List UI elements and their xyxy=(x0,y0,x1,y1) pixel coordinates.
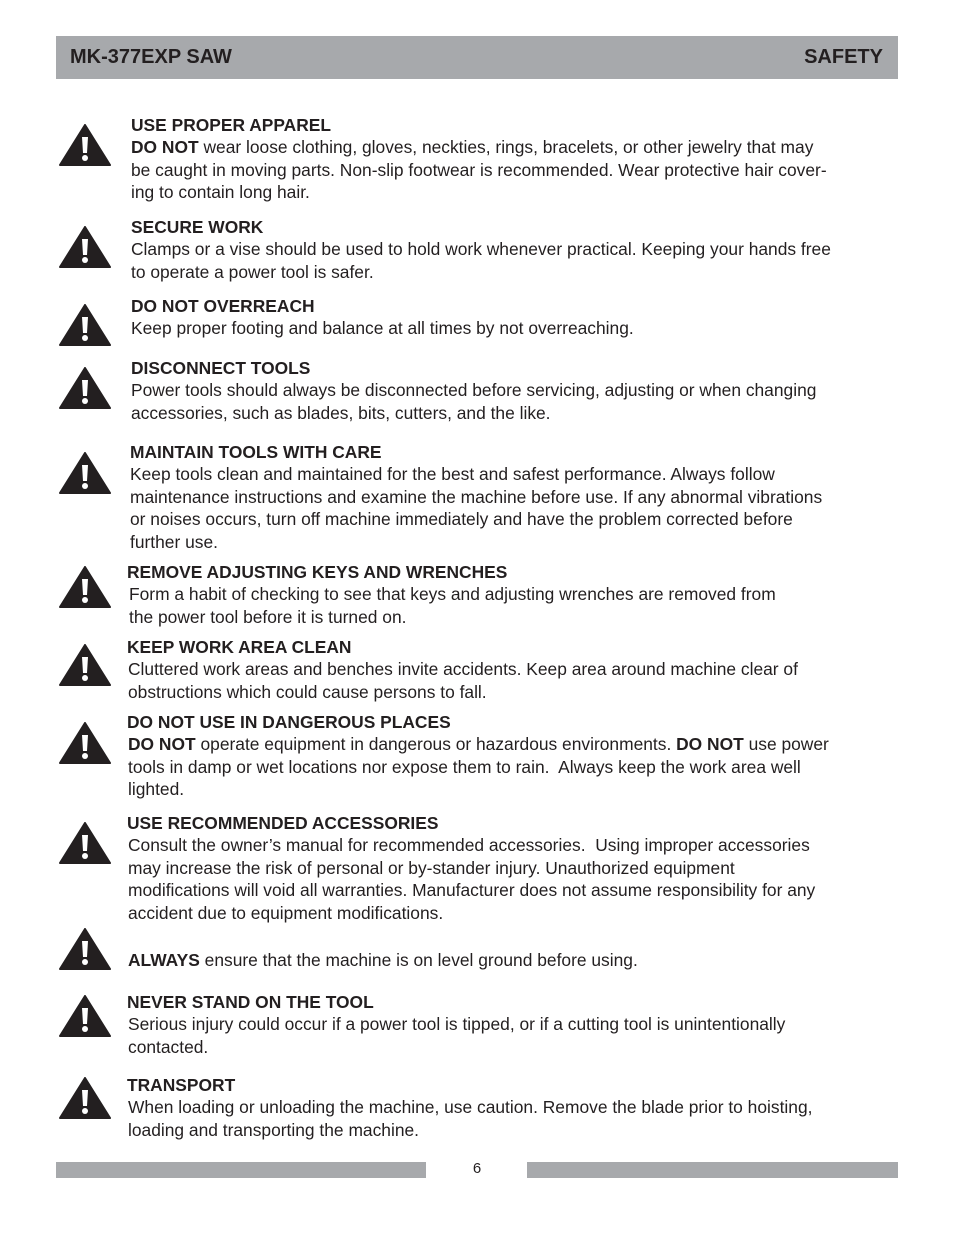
rule-body xyxy=(128,834,897,924)
rule-body xyxy=(128,658,897,703)
rule-line xyxy=(129,606,897,629)
rule-text: lighted. xyxy=(128,779,185,800)
warning-triangle-icon xyxy=(59,644,111,686)
rule-body xyxy=(129,583,897,628)
rule-body xyxy=(131,136,901,204)
rule-body xyxy=(128,733,897,801)
rule-title: REMOVE ADJUSTING KEYS AND WRENCHES xyxy=(127,562,508,582)
rule-title: USE RECOMMENDED ACCESSORIES xyxy=(127,813,439,833)
rule-body xyxy=(130,463,900,553)
rule-text: maintenance instructions and examine the machine before use. If any abnormal vibrations xyxy=(130,486,823,507)
rule-line xyxy=(128,756,897,779)
rule-line xyxy=(128,879,897,902)
warning-triangle-icon xyxy=(59,822,111,864)
warning-triangle-icon xyxy=(59,452,111,494)
rule-line xyxy=(128,658,897,681)
safety-rule xyxy=(131,295,901,340)
footer-bar-left xyxy=(56,1162,426,1178)
safety-rule xyxy=(127,711,897,801)
rule-text: may increase the risk of personal or by-stander injury. Unauthorized equipment xyxy=(128,857,735,878)
rule-text: the power tool before it is turned on. xyxy=(129,606,407,627)
rule-text: operate equipment in dangerous or hazardous environments. xyxy=(195,734,677,754)
warning-triangle-icon xyxy=(59,995,111,1037)
warning-triangle-icon xyxy=(59,124,111,166)
rule-line xyxy=(130,508,900,531)
rule-title: TRANSPORT xyxy=(127,1075,236,1095)
safety-rule xyxy=(127,991,897,1058)
rule-text: accident due to equipment modifications. xyxy=(128,902,444,923)
rule-title: MAINTAIN TOOLS WITH CARE xyxy=(130,442,382,462)
page-number: 6 xyxy=(472,1160,482,1177)
rule-line xyxy=(128,949,898,972)
rule-title: USE PROPER APPAREL xyxy=(131,115,332,135)
rule-text: When loading or unloading the machine, use caution. Remove the blade prior to hoisting, xyxy=(128,1097,813,1117)
rule-text: Keep proper footing and balance at all times by not overreaching. xyxy=(131,318,634,338)
rule-line xyxy=(128,834,897,857)
rule-text: loading and transporting the machine. xyxy=(128,1119,420,1140)
rule-title: DO NOT USE IN DANGEROUS PLACES xyxy=(127,712,451,732)
rule-text: Clamps or a vise should be used to hold work whenever practical. Keeping your hands free xyxy=(131,239,831,259)
warning-triangle-icon xyxy=(59,367,111,409)
emphasis-text: DO NOT xyxy=(676,734,744,754)
warning-triangle-icon xyxy=(59,1077,111,1119)
rule-title: NEVER STAND ON THE TOOL xyxy=(127,992,374,1012)
rule-text: further use. xyxy=(130,531,218,552)
rule-text: be caught in moving parts. Non-slip footwear is recommended. Wear protective hair cover- xyxy=(131,159,827,180)
rule-line xyxy=(131,181,901,204)
safety-rule xyxy=(131,357,901,424)
rule-line xyxy=(128,1119,897,1142)
safety-rule xyxy=(127,636,897,703)
rule-line xyxy=(131,379,901,402)
safety-rule xyxy=(131,216,901,283)
rule-line xyxy=(128,778,897,801)
rule-line xyxy=(130,463,900,486)
rule-line xyxy=(128,681,897,704)
rule-text: Form a habit of checking to see that keys and adjusting wrenches are removed from xyxy=(129,584,776,604)
warning-triangle-icon xyxy=(59,722,111,764)
footer-bar-right xyxy=(527,1162,898,1178)
safety-rule xyxy=(127,812,897,924)
safety-rule xyxy=(131,114,901,204)
rule-text: tools in damp or wet locations nor expose them to rain. Always keep the work area well xyxy=(128,756,801,777)
rule-title: DISCONNECT TOOLS xyxy=(131,358,311,378)
rule-text: modifications will void all warranties. Manufacturer does not assume responsibility for any xyxy=(128,880,816,901)
rule-title: SECURE WORK xyxy=(131,217,264,237)
rule-line xyxy=(128,902,897,925)
safety-rule xyxy=(130,441,900,553)
rule-text: accessories, such as blades, bits, cutters, and the like. xyxy=(131,402,551,423)
safety-rule xyxy=(128,949,898,972)
rule-text: ensure that the machine is on level ground before using. xyxy=(199,950,638,970)
emphasis-text: DO NOT xyxy=(131,137,199,157)
rule-title: DO NOT OVERREACH xyxy=(131,296,315,316)
rule-line xyxy=(131,136,901,159)
safety-rule xyxy=(127,561,897,628)
warning-triangle-icon xyxy=(59,928,111,970)
rule-text: use power xyxy=(743,734,829,754)
rule-line xyxy=(131,159,901,182)
rule-line xyxy=(131,317,901,340)
rule-line xyxy=(128,733,897,756)
rule-body xyxy=(128,1013,897,1058)
rule-body xyxy=(131,379,901,424)
rule-text: Consult the owner’s manual for recommended accessories. Using improper accessories xyxy=(128,835,810,855)
rule-line xyxy=(131,402,901,425)
rule-line xyxy=(128,1096,897,1119)
rule-line xyxy=(130,486,900,509)
warning-triangle-icon xyxy=(59,226,111,268)
header-model: MK-377EXP SAW xyxy=(70,46,232,68)
emphasis-text: ALWAYS xyxy=(128,950,200,970)
rule-text: to operate a power tool is safer. xyxy=(131,261,374,282)
header-section: SAFETY xyxy=(804,46,883,68)
rule-body xyxy=(131,238,901,283)
rule-line xyxy=(131,238,901,261)
rule-line xyxy=(131,261,901,284)
rule-title: KEEP WORK AREA CLEAN xyxy=(127,637,352,657)
rule-line xyxy=(128,1013,897,1036)
rule-line xyxy=(130,531,900,554)
rule-text: ing to contain long hair. xyxy=(131,182,310,203)
rule-text: wear loose clothing, gloves, neckties, rings, bracelets, or other jewelry that may xyxy=(198,137,814,157)
rule-text: obstructions which could cause persons to fall. xyxy=(128,681,487,702)
rule-line xyxy=(128,1036,897,1059)
rule-text: Power tools should always be disconnected before servicing, adjusting or when changing xyxy=(131,380,817,400)
rule-line xyxy=(128,857,897,880)
rule-text: Cluttered work areas and benches invite accidents. Keep area around machine clear of xyxy=(128,659,798,679)
rule-body xyxy=(128,1096,897,1141)
rule-text: Serious injury could occur if a power tool is tipped, or if a cutting tool is unintentionally xyxy=(128,1014,786,1034)
warning-triangle-icon xyxy=(59,566,111,608)
rule-line xyxy=(129,583,897,606)
warning-triangle-icon xyxy=(59,304,111,346)
rule-body xyxy=(131,317,901,340)
rule-text: or noises occurs, turn off machine immediately and have the problem corrected before xyxy=(130,509,793,530)
page-header xyxy=(56,36,898,79)
rule-text: Keep tools clean and maintained for the best and safest performance. Always follow xyxy=(130,464,775,484)
safety-rule xyxy=(127,1074,897,1141)
rule-text: contacted. xyxy=(128,1036,209,1057)
emphasis-text: DO NOT xyxy=(128,734,196,754)
rule-body xyxy=(128,949,898,972)
